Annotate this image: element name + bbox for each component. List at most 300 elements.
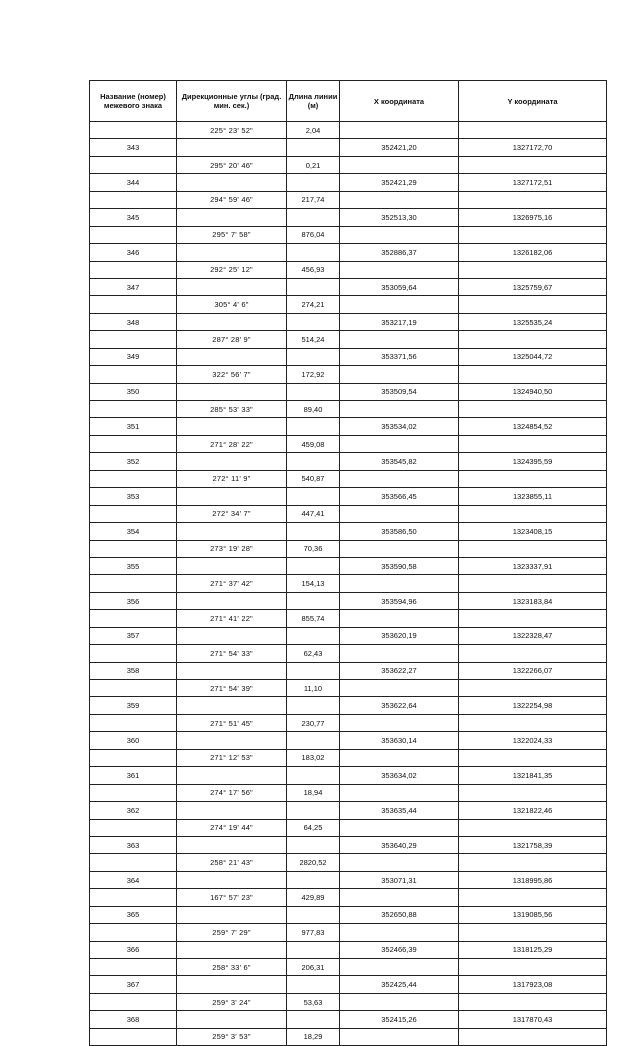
x-coordinate-cell bbox=[340, 435, 459, 452]
y-coordinate-cell bbox=[459, 854, 607, 871]
angle-cell bbox=[177, 1011, 287, 1028]
angle-cell bbox=[177, 383, 287, 400]
x-coordinate-cell: 353634,02 bbox=[340, 767, 459, 784]
x-coordinate-cell bbox=[340, 191, 459, 208]
angle-cell: 273° 19' 28" bbox=[177, 540, 287, 557]
table-row bbox=[90, 331, 607, 348]
y-coordinate-cell: 1318125,29 bbox=[459, 941, 607, 958]
angle-cell bbox=[177, 697, 287, 714]
length-cell: 217,74 bbox=[287, 191, 340, 208]
y-coordinate-cell bbox=[459, 470, 607, 487]
length-cell bbox=[287, 906, 340, 923]
length-cell: 977,83 bbox=[287, 924, 340, 941]
marker-name-cell: 368 bbox=[90, 1011, 177, 1028]
table-row bbox=[90, 959, 607, 976]
y-coordinate-cell: 1325759,67 bbox=[459, 278, 607, 295]
angle-cell: 271° 54' 33" bbox=[177, 645, 287, 662]
y-coordinate-cell: 1322266,07 bbox=[459, 662, 607, 679]
table-row bbox=[90, 383, 607, 400]
length-cell: 456,93 bbox=[287, 261, 340, 278]
y-coordinate-cell: 1323408,15 bbox=[459, 523, 607, 540]
x-coordinate-cell: 352415,26 bbox=[340, 1011, 459, 1028]
length-cell bbox=[287, 802, 340, 819]
marker-name-cell bbox=[90, 401, 177, 418]
marker-name-cell bbox=[90, 749, 177, 766]
table-row bbox=[90, 575, 607, 592]
marker-name-cell bbox=[90, 714, 177, 731]
marker-name-cell: 358 bbox=[90, 662, 177, 679]
table-row bbox=[90, 122, 607, 139]
table-row bbox=[90, 296, 607, 313]
x-coordinate-cell bbox=[340, 261, 459, 278]
x-coordinate-cell bbox=[340, 749, 459, 766]
table-row bbox=[90, 261, 607, 278]
x-coordinate-cell bbox=[340, 645, 459, 662]
marker-name-cell: 355 bbox=[90, 557, 177, 574]
table-row bbox=[90, 714, 607, 731]
table-row bbox=[90, 889, 607, 906]
length-cell: 447,41 bbox=[287, 505, 340, 522]
angle-cell bbox=[177, 732, 287, 749]
angle-cell: 287° 28' 9" bbox=[177, 331, 287, 348]
marker-name-cell: 350 bbox=[90, 383, 177, 400]
table-row bbox=[90, 976, 607, 993]
y-coordinate-cell bbox=[459, 435, 607, 452]
angle-cell: 271° 28' 22" bbox=[177, 435, 287, 452]
length-cell: 183,02 bbox=[287, 749, 340, 766]
marker-name-cell: 363 bbox=[90, 836, 177, 853]
table-row bbox=[90, 941, 607, 958]
length-cell: 0,21 bbox=[287, 156, 340, 173]
x-coordinate-cell: 352421,29 bbox=[340, 174, 459, 191]
x-coordinate-cell bbox=[340, 470, 459, 487]
x-coordinate-cell: 352513,30 bbox=[340, 209, 459, 226]
angle-cell: 274° 17' 56" bbox=[177, 784, 287, 801]
length-cell: 18,94 bbox=[287, 784, 340, 801]
table-row bbox=[90, 627, 607, 644]
y-coordinate-cell bbox=[459, 540, 607, 557]
y-coordinate-cell: 1326182,06 bbox=[459, 244, 607, 261]
length-cell bbox=[287, 488, 340, 505]
marker-name-cell: 356 bbox=[90, 592, 177, 609]
x-coordinate-cell bbox=[340, 1028, 459, 1045]
length-cell: 2,04 bbox=[287, 122, 340, 139]
x-coordinate-cell: 353545,82 bbox=[340, 453, 459, 470]
x-coordinate-cell: 353534,02 bbox=[340, 418, 459, 435]
marker-name-cell: 360 bbox=[90, 732, 177, 749]
marker-name-cell bbox=[90, 226, 177, 243]
marker-name-cell: 359 bbox=[90, 697, 177, 714]
x-coordinate-cell: 352650,88 bbox=[340, 906, 459, 923]
angle-cell: 274° 19' 44" bbox=[177, 819, 287, 836]
x-coordinate-cell bbox=[340, 366, 459, 383]
marker-name-cell: 343 bbox=[90, 139, 177, 156]
x-coordinate-cell bbox=[340, 784, 459, 801]
table-row bbox=[90, 1028, 607, 1045]
marker-name-cell: 366 bbox=[90, 941, 177, 958]
table-row bbox=[90, 767, 607, 784]
table-row bbox=[90, 139, 607, 156]
y-coordinate-cell bbox=[459, 191, 607, 208]
y-coordinate-cell bbox=[459, 575, 607, 592]
y-coordinate-cell bbox=[459, 296, 607, 313]
angle-cell bbox=[177, 592, 287, 609]
x-coordinate-cell: 353622,64 bbox=[340, 697, 459, 714]
marker-name-cell bbox=[90, 331, 177, 348]
angle-cell: 258° 33' 6" bbox=[177, 959, 287, 976]
y-coordinate-cell bbox=[459, 784, 607, 801]
angle-cell bbox=[177, 767, 287, 784]
table-row bbox=[90, 209, 607, 226]
marker-name-cell bbox=[90, 924, 177, 941]
x-coordinate-cell: 353059,64 bbox=[340, 278, 459, 295]
y-coordinate-cell: 1317870,43 bbox=[459, 1011, 607, 1028]
y-coordinate-cell: 1323337,91 bbox=[459, 557, 607, 574]
table-row bbox=[90, 749, 607, 766]
marker-name-cell: 344 bbox=[90, 174, 177, 191]
angle-cell bbox=[177, 523, 287, 540]
angle-cell bbox=[177, 174, 287, 191]
marker-name-cell: 345 bbox=[90, 209, 177, 226]
marker-name-cell bbox=[90, 610, 177, 627]
marker-name-cell: 364 bbox=[90, 871, 177, 888]
length-cell: 459,08 bbox=[287, 435, 340, 452]
y-coordinate-cell bbox=[459, 645, 607, 662]
marker-name-cell bbox=[90, 784, 177, 801]
angle-cell bbox=[177, 139, 287, 156]
table-row bbox=[90, 244, 607, 261]
x-coordinate-cell bbox=[340, 924, 459, 941]
angle-cell: 225° 23' 52" bbox=[177, 122, 287, 139]
y-coordinate-cell: 1325535,24 bbox=[459, 313, 607, 330]
x-coordinate-cell bbox=[340, 993, 459, 1010]
angle-cell: 271° 41' 22" bbox=[177, 610, 287, 627]
marker-name-cell: 353 bbox=[90, 488, 177, 505]
x-coordinate-cell bbox=[340, 156, 459, 173]
table-row bbox=[90, 174, 607, 191]
length-cell: 429,89 bbox=[287, 889, 340, 906]
length-cell: 18,29 bbox=[287, 1028, 340, 1045]
x-coordinate-cell bbox=[340, 296, 459, 313]
length-cell bbox=[287, 418, 340, 435]
table-row bbox=[90, 435, 607, 452]
length-cell bbox=[287, 557, 340, 574]
x-coordinate-cell: 353071,31 bbox=[340, 871, 459, 888]
marker-name-cell: 367 bbox=[90, 976, 177, 993]
length-cell: 64,25 bbox=[287, 819, 340, 836]
x-coordinate-cell bbox=[340, 226, 459, 243]
length-cell bbox=[287, 697, 340, 714]
angle-cell: 294° 59' 46" bbox=[177, 191, 287, 208]
length-cell: 206,31 bbox=[287, 959, 340, 976]
x-coordinate-cell bbox=[340, 505, 459, 522]
marker-name-cell bbox=[90, 156, 177, 173]
length-cell bbox=[287, 174, 340, 191]
angle-cell bbox=[177, 244, 287, 261]
y-coordinate-cell bbox=[459, 122, 607, 139]
y-coordinate-cell bbox=[459, 1028, 607, 1045]
length-cell bbox=[287, 941, 340, 958]
y-coordinate-cell bbox=[459, 959, 607, 976]
x-coordinate-cell bbox=[340, 331, 459, 348]
x-coordinate-cell bbox=[340, 575, 459, 592]
x-coordinate-cell bbox=[340, 714, 459, 731]
y-coordinate-cell: 1321841,35 bbox=[459, 767, 607, 784]
angle-cell bbox=[177, 836, 287, 853]
marker-name-cell bbox=[90, 470, 177, 487]
angle-cell: 271° 37' 42" bbox=[177, 575, 287, 592]
angle-cell bbox=[177, 557, 287, 574]
table-row bbox=[90, 1011, 607, 1028]
length-cell bbox=[287, 139, 340, 156]
angle-cell: 258° 21' 43" bbox=[177, 854, 287, 871]
x-coordinate-cell: 352425,44 bbox=[340, 976, 459, 993]
y-coordinate-cell bbox=[459, 889, 607, 906]
x-coordinate-cell: 353586,50 bbox=[340, 523, 459, 540]
table-row bbox=[90, 662, 607, 679]
angle-cell: 272° 11' 9" bbox=[177, 470, 287, 487]
table-row bbox=[90, 819, 607, 836]
length-cell: 274,21 bbox=[287, 296, 340, 313]
x-coordinate-cell: 352886,37 bbox=[340, 244, 459, 261]
length-cell bbox=[287, 732, 340, 749]
length-cell bbox=[287, 383, 340, 400]
table-row bbox=[90, 156, 607, 173]
x-coordinate-cell: 353622,27 bbox=[340, 662, 459, 679]
header-line-length: Длина линии (м) bbox=[287, 81, 340, 122]
marker-name-cell bbox=[90, 435, 177, 452]
angle-cell: 259° 7' 29" bbox=[177, 924, 287, 941]
angle-cell bbox=[177, 453, 287, 470]
x-coordinate-cell bbox=[340, 959, 459, 976]
table-row bbox=[90, 191, 607, 208]
y-coordinate-cell: 1318995,86 bbox=[459, 871, 607, 888]
angle-cell: 305° 4' 6" bbox=[177, 296, 287, 313]
table-row bbox=[90, 802, 607, 819]
marker-name-cell bbox=[90, 505, 177, 522]
y-coordinate-cell bbox=[459, 226, 607, 243]
table-row bbox=[90, 226, 607, 243]
angle-cell: 259° 3' 53" bbox=[177, 1028, 287, 1045]
x-coordinate-cell bbox=[340, 401, 459, 418]
table-row bbox=[90, 871, 607, 888]
angle-cell bbox=[177, 348, 287, 365]
marker-name-cell bbox=[90, 993, 177, 1010]
y-coordinate-cell: 1321822,46 bbox=[459, 802, 607, 819]
y-coordinate-cell bbox=[459, 610, 607, 627]
length-cell bbox=[287, 871, 340, 888]
y-coordinate-cell: 1327172,70 bbox=[459, 139, 607, 156]
marker-name-cell: 346 bbox=[90, 244, 177, 261]
length-cell bbox=[287, 836, 340, 853]
angle-cell bbox=[177, 313, 287, 330]
marker-name-cell: 361 bbox=[90, 767, 177, 784]
marker-name-cell bbox=[90, 819, 177, 836]
angle-cell: 271° 12' 53" bbox=[177, 749, 287, 766]
y-coordinate-cell bbox=[459, 680, 607, 697]
marker-name-cell: 365 bbox=[90, 906, 177, 923]
x-coordinate-cell: 353590,58 bbox=[340, 557, 459, 574]
x-coordinate-cell bbox=[340, 122, 459, 139]
header-y-coordinate: Y координата bbox=[459, 81, 607, 122]
x-coordinate-cell: 353635,44 bbox=[340, 802, 459, 819]
marker-name-cell: 347 bbox=[90, 278, 177, 295]
marker-name-cell bbox=[90, 296, 177, 313]
table-body bbox=[90, 122, 607, 1046]
table-row bbox=[90, 732, 607, 749]
angle-cell bbox=[177, 976, 287, 993]
x-coordinate-cell: 353371,56 bbox=[340, 348, 459, 365]
marker-name-cell: 354 bbox=[90, 523, 177, 540]
y-coordinate-cell: 1326975,16 bbox=[459, 209, 607, 226]
length-cell: 855,74 bbox=[287, 610, 340, 627]
angle-cell: 295° 7' 58" bbox=[177, 226, 287, 243]
y-coordinate-cell bbox=[459, 714, 607, 731]
table-row bbox=[90, 278, 607, 295]
table-row bbox=[90, 488, 607, 505]
y-coordinate-cell: 1319085,56 bbox=[459, 906, 607, 923]
y-coordinate-cell bbox=[459, 749, 607, 766]
y-coordinate-cell: 1322254,98 bbox=[459, 697, 607, 714]
y-coordinate-cell: 1323855,11 bbox=[459, 488, 607, 505]
y-coordinate-cell: 1324940,50 bbox=[459, 383, 607, 400]
angle-cell: 272° 34' 7" bbox=[177, 505, 287, 522]
y-coordinate-cell bbox=[459, 261, 607, 278]
marker-name-cell: 357 bbox=[90, 627, 177, 644]
table-row bbox=[90, 592, 607, 609]
header-marker-name: Название (номер) межевого знака bbox=[90, 81, 177, 122]
y-coordinate-cell bbox=[459, 156, 607, 173]
marker-name-cell bbox=[90, 540, 177, 557]
table-row bbox=[90, 470, 607, 487]
y-coordinate-cell bbox=[459, 331, 607, 348]
table-row bbox=[90, 540, 607, 557]
length-cell: 230,77 bbox=[287, 714, 340, 731]
table-row bbox=[90, 523, 607, 540]
angle-cell: 292° 25' 12" bbox=[177, 261, 287, 278]
y-coordinate-cell: 1323183,84 bbox=[459, 592, 607, 609]
length-cell: 53,63 bbox=[287, 993, 340, 1010]
angle-cell: 259° 3' 24" bbox=[177, 993, 287, 1010]
angle-cell bbox=[177, 627, 287, 644]
table-row bbox=[90, 610, 607, 627]
angle-cell: 271° 54' 39" bbox=[177, 680, 287, 697]
marker-name-cell bbox=[90, 122, 177, 139]
angle-cell bbox=[177, 209, 287, 226]
x-coordinate-cell bbox=[340, 680, 459, 697]
table-row bbox=[90, 505, 607, 522]
x-coordinate-cell: 353630,14 bbox=[340, 732, 459, 749]
table-row bbox=[90, 784, 607, 801]
length-cell bbox=[287, 244, 340, 261]
table-row bbox=[90, 993, 607, 1010]
angle-cell: 167° 57' 23" bbox=[177, 889, 287, 906]
angle-cell: 271° 51' 45" bbox=[177, 714, 287, 731]
length-cell bbox=[287, 348, 340, 365]
marker-name-cell bbox=[90, 191, 177, 208]
x-coordinate-cell: 353217,19 bbox=[340, 313, 459, 330]
length-cell bbox=[287, 313, 340, 330]
angle-cell bbox=[177, 278, 287, 295]
x-coordinate-cell: 353509,54 bbox=[340, 383, 459, 400]
table-row bbox=[90, 924, 607, 941]
length-cell: 540,87 bbox=[287, 470, 340, 487]
table-row bbox=[90, 854, 607, 871]
marker-name-cell: 348 bbox=[90, 313, 177, 330]
length-cell bbox=[287, 592, 340, 609]
x-coordinate-cell: 353594,96 bbox=[340, 592, 459, 609]
length-cell bbox=[287, 976, 340, 993]
angle-cell bbox=[177, 662, 287, 679]
y-coordinate-cell: 1325044,72 bbox=[459, 348, 607, 365]
table-row bbox=[90, 348, 607, 365]
marker-name-cell: 352 bbox=[90, 453, 177, 470]
angle-cell bbox=[177, 941, 287, 958]
marker-name-cell bbox=[90, 854, 177, 871]
y-coordinate-cell: 1324395,59 bbox=[459, 453, 607, 470]
marker-name-cell bbox=[90, 959, 177, 976]
table-row bbox=[90, 401, 607, 418]
length-cell: 876,04 bbox=[287, 226, 340, 243]
table-row bbox=[90, 906, 607, 923]
angle-cell bbox=[177, 418, 287, 435]
marker-name-cell: 351 bbox=[90, 418, 177, 435]
y-coordinate-cell bbox=[459, 401, 607, 418]
marker-name-cell bbox=[90, 680, 177, 697]
length-cell: 11,10 bbox=[287, 680, 340, 697]
y-coordinate-cell: 1324854,52 bbox=[459, 418, 607, 435]
x-coordinate-cell: 353640,29 bbox=[340, 836, 459, 853]
x-coordinate-cell: 353620,19 bbox=[340, 627, 459, 644]
x-coordinate-cell bbox=[340, 610, 459, 627]
marker-name-cell: 362 bbox=[90, 802, 177, 819]
table-row bbox=[90, 366, 607, 383]
header-x-coordinate: X координата bbox=[340, 81, 459, 122]
marker-name-cell: 349 bbox=[90, 348, 177, 365]
length-cell: 70,36 bbox=[287, 540, 340, 557]
x-coordinate-cell bbox=[340, 854, 459, 871]
y-coordinate-cell bbox=[459, 993, 607, 1010]
table-header-row bbox=[90, 81, 607, 122]
table-row bbox=[90, 680, 607, 697]
table-row bbox=[90, 557, 607, 574]
angle-cell: 322° 56' 7" bbox=[177, 366, 287, 383]
marker-name-cell bbox=[90, 366, 177, 383]
length-cell bbox=[287, 627, 340, 644]
y-coordinate-cell: 1322328,47 bbox=[459, 627, 607, 644]
x-coordinate-cell bbox=[340, 819, 459, 836]
length-cell bbox=[287, 767, 340, 784]
y-coordinate-cell bbox=[459, 505, 607, 522]
angle-cell bbox=[177, 906, 287, 923]
y-coordinate-cell bbox=[459, 366, 607, 383]
boundary-coordinates-table bbox=[89, 80, 607, 1046]
header-directional-angle: Дирекционные углы (град. мин. сек.) bbox=[177, 81, 287, 122]
table-row bbox=[90, 418, 607, 435]
marker-name-cell bbox=[90, 575, 177, 592]
length-cell bbox=[287, 453, 340, 470]
table-row bbox=[90, 697, 607, 714]
table-row bbox=[90, 645, 607, 662]
table-row bbox=[90, 836, 607, 853]
length-cell bbox=[287, 523, 340, 540]
length-cell bbox=[287, 278, 340, 295]
length-cell: 514,24 bbox=[287, 331, 340, 348]
length-cell bbox=[287, 209, 340, 226]
table-row bbox=[90, 453, 607, 470]
length-cell bbox=[287, 662, 340, 679]
marker-name-cell bbox=[90, 1028, 177, 1045]
